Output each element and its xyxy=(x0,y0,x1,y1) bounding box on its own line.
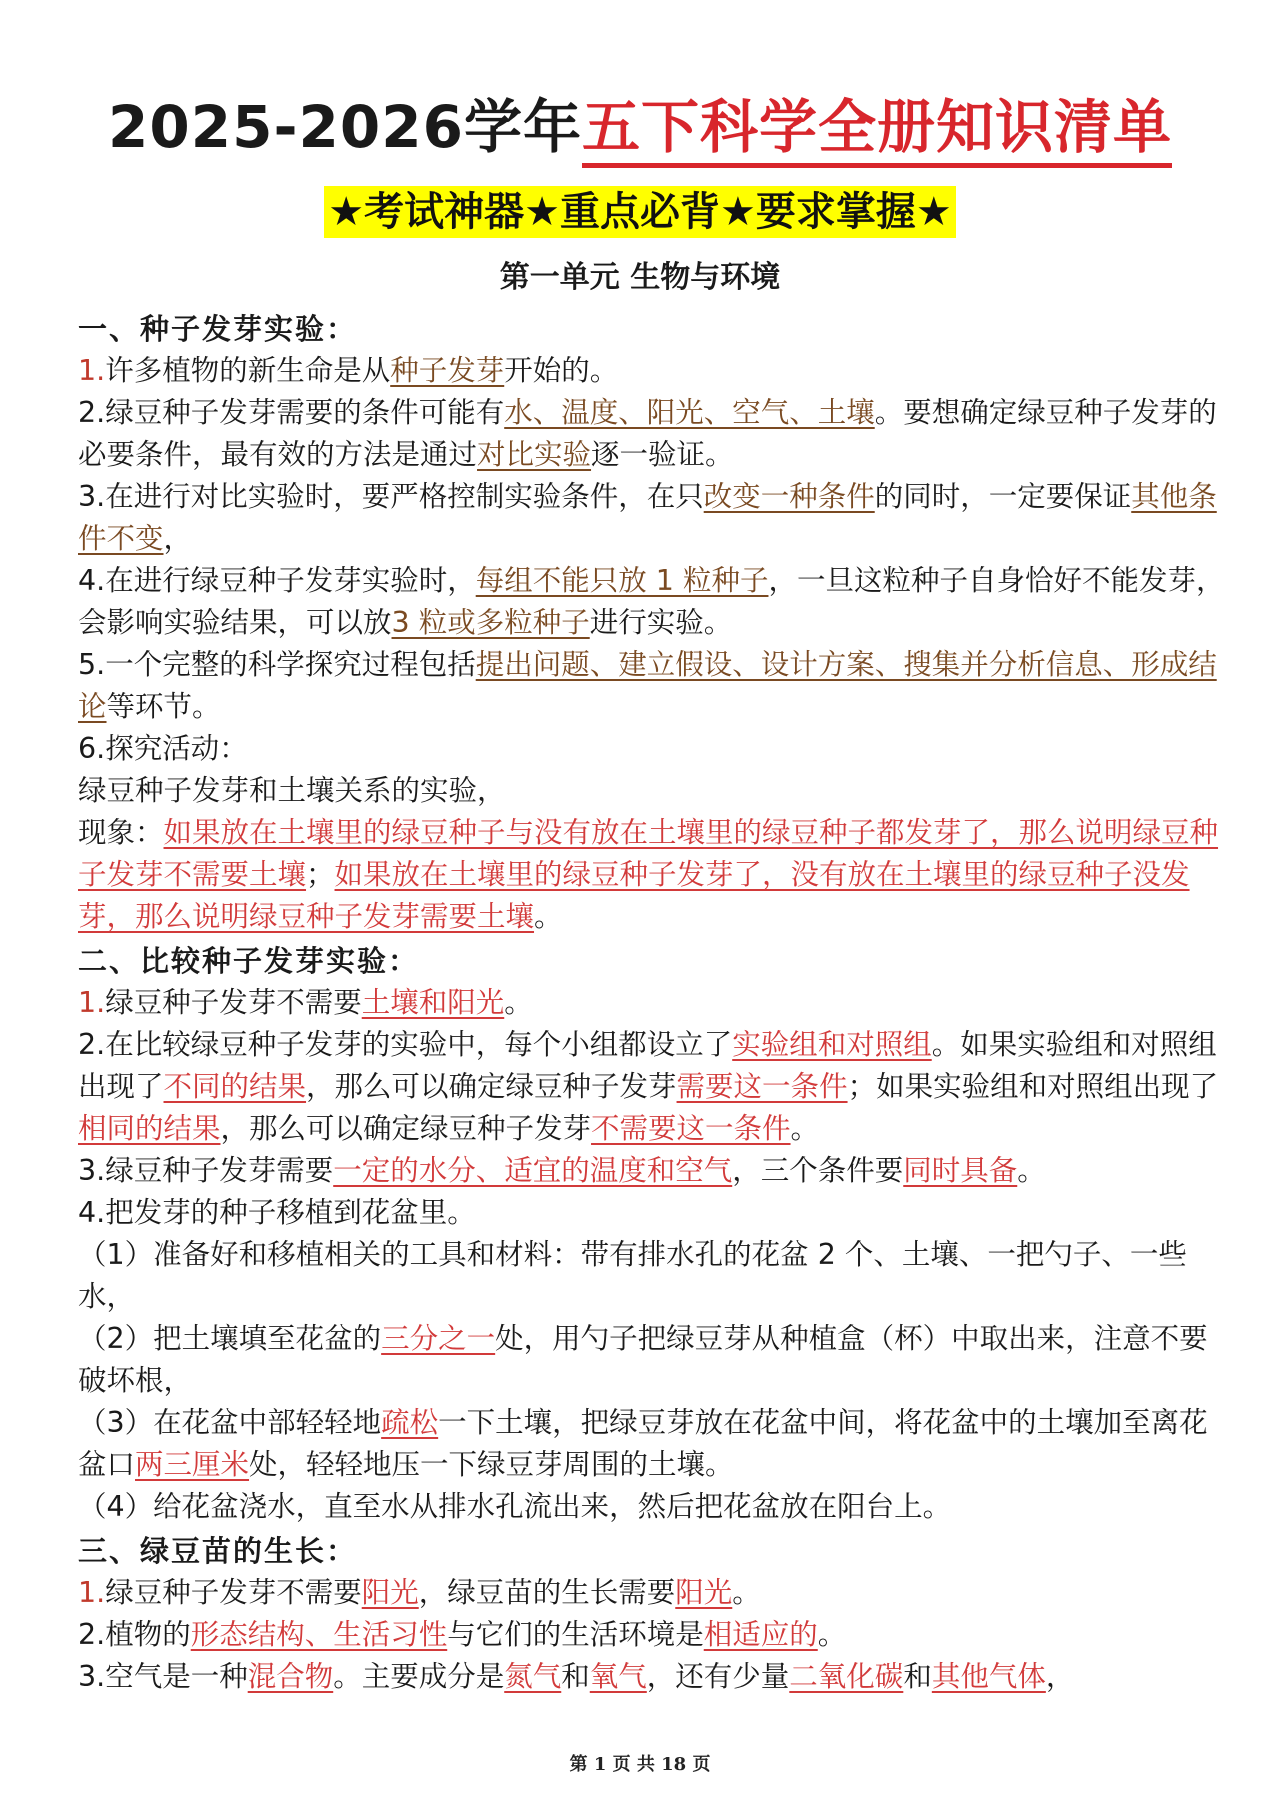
keyword: 如果放在土壤里的绿豆种子与没有放在土壤里的绿豆种子都发芽了，那么说明绿豆种子发芽不需要土壤 xyxy=(78,816,1219,891)
keyword: 相适应的 xyxy=(703,1618,818,1651)
keyword: 对比实验 xyxy=(477,438,592,471)
keyword: 种子发芽 xyxy=(390,354,505,387)
s1-item-7: 绿豆种子发芽和土壤关系的实验， xyxy=(78,774,506,807)
keyword: 如果放在土壤里的绿豆种子发芽了，没有放在土壤里的绿豆种子没发芽，那么说明绿豆种子发芽需要土壤 xyxy=(78,858,1190,933)
section-heading-1: 一、种子发芽实验： xyxy=(78,312,358,346)
subtitle-banner xyxy=(0,186,1280,238)
text: 逐一验证。 xyxy=(591,438,734,471)
item-number: 1. xyxy=(78,1576,106,1609)
text: 等环节。 xyxy=(106,690,221,723)
text: 。如果实验组和对照组出现了 xyxy=(78,1028,1217,1103)
text: 2.植物的 xyxy=(78,1618,191,1651)
keyword: 形态结构、生活习性 xyxy=(190,1618,448,1651)
text: ，绿豆苗的生长需要 xyxy=(418,1576,676,1609)
text: 许多植物的新生命是从 xyxy=(105,354,391,387)
text: ，三个条件要 xyxy=(732,1154,904,1187)
text: 和 xyxy=(561,1660,590,1693)
text: 一下土壤，把绿豆芽放在花盆中间，将花盆中的土壤加至离花盆口 xyxy=(78,1406,1208,1481)
text: 处，轻轻地压一下绿豆芽周围的土壤。 xyxy=(249,1448,734,1481)
text: 3.空气是一种 xyxy=(78,1660,248,1693)
text: ，那么可以确定绿豆种子发芽 xyxy=(220,1112,592,1145)
keyword: 阳光 xyxy=(675,1576,733,1609)
keyword: 混合物 xyxy=(247,1660,334,1693)
text: （3）在花盆中部轻轻地 xyxy=(78,1406,382,1439)
keyword: 每组不能只放 1 粒种子 xyxy=(475,564,769,597)
text: ， xyxy=(163,522,193,555)
text: 的同时，一定要保证 xyxy=(874,480,1132,513)
text: ，还有少量 xyxy=(646,1660,790,1693)
s2-item-4: 4.把发芽的种子移植到花盆里。 xyxy=(78,1196,476,1229)
keyword: 一定的水分、适宜的温度和空气 xyxy=(333,1154,733,1187)
text: 。 xyxy=(732,1576,761,1609)
text: （2）把土壤填至花盆的 xyxy=(78,1322,382,1355)
s1-item-6: 6.探究活动： xyxy=(78,732,248,765)
s1-item-1 xyxy=(78,350,1226,392)
keyword: 提出问题、建立假设、设计方案、搜集并分析信息、形成结论 xyxy=(78,648,1217,723)
text: ， xyxy=(1045,1660,1075,1693)
text: 。要想确定绿豆种子发芽的必要条件，最有效的方法是通过 xyxy=(78,396,1217,471)
text: 5.一个完整的科学探究过程包括 xyxy=(78,648,476,681)
section-heading-2: 二、比较种子发芽实验： xyxy=(78,944,420,978)
s1-item-5 xyxy=(78,644,1226,728)
s1-item-2 xyxy=(78,392,1226,476)
text: 。 xyxy=(534,900,563,933)
text: ，一旦这粒种子自身恰好不能发芽，会影响实验结果，可以放 xyxy=(78,564,1225,639)
keyword: 氧气 xyxy=(589,1660,647,1693)
subtitle: ★考试神器★重点必背★要求掌握★ xyxy=(324,186,955,238)
keyword: 土壤和阳光 xyxy=(361,986,505,1019)
s2-item-5: （1）准备好和移植相关的工具和材料：带有排水孔的花盆 2 个、土壤、一把勺子、一些水， xyxy=(78,1238,1187,1313)
text: ，那么可以确定绿豆种子发芽 xyxy=(306,1070,677,1103)
text: 。 xyxy=(817,1618,847,1651)
s3-item-1 xyxy=(78,1572,1226,1614)
item-number: 1. xyxy=(78,354,106,387)
s2-item-1 xyxy=(78,982,1226,1024)
unit-heading: 第一单元 生物与环境 xyxy=(499,260,781,295)
keyword: 三分之一 xyxy=(381,1322,496,1355)
keyword: 水、温度、阳光、空气、土壤 xyxy=(504,396,875,429)
keyword: 两三厘米 xyxy=(135,1448,250,1481)
keyword: 不需要这一条件 xyxy=(591,1112,791,1145)
s1-item-8 xyxy=(78,812,1226,938)
page-title xyxy=(0,92,1280,162)
keyword: 同时具备 xyxy=(903,1154,1018,1187)
text: 绿豆种子发芽不需要 xyxy=(105,986,362,1019)
keyword: 其他气体 xyxy=(931,1660,1046,1693)
keyword: 3 粒或多粒种子 xyxy=(391,606,590,639)
text: 4.在进行绿豆种子发芽实验时， xyxy=(78,564,476,597)
text: 和 xyxy=(903,1660,932,1693)
section-heading-3: 三、绿豆苗的生长： xyxy=(78,1534,358,1568)
text: 绿豆种子发芽不需要 xyxy=(105,1576,362,1609)
text: 开始的。 xyxy=(504,354,619,387)
s2-item-2 xyxy=(78,1024,1226,1150)
text: 2.绿豆种子发芽需要的条件可能有 xyxy=(78,396,505,429)
keyword: 不同的结果 xyxy=(163,1070,307,1103)
title-prefix: 2025-2026学年 xyxy=(108,93,582,161)
s3-item-3 xyxy=(78,1656,1226,1698)
title-highlight: 五下科学全册知识清单 xyxy=(582,93,1172,168)
keyword: 疏松 xyxy=(381,1406,439,1439)
s2-item-7 xyxy=(78,1402,1226,1486)
content xyxy=(78,306,1226,1698)
keyword: 改变一种条件 xyxy=(703,480,875,513)
keyword: 需要这一条件 xyxy=(676,1070,848,1103)
text: 。 xyxy=(790,1112,820,1145)
text: ；如果实验组和对照组出现了 xyxy=(847,1070,1219,1103)
text: 3.绿豆种子发芽需要 xyxy=(78,1154,334,1187)
keyword: 阳光 xyxy=(361,1576,419,1609)
s1-item-3 xyxy=(78,476,1226,560)
text: 2.在比较绿豆种子发芽的实验中，每个小组都设立了 xyxy=(78,1028,733,1061)
item-number: 1. xyxy=(78,986,106,1019)
keyword: 实验组和对照组 xyxy=(732,1028,932,1061)
keyword: 其他条件不变 xyxy=(78,480,1217,555)
s2-item-8: （4）给花盆浇水，直至水从排水孔流出来，然后把花盆放在阳台上。 xyxy=(78,1490,952,1523)
text: 3.在进行对比实验时，要严格控制实验条件，在只 xyxy=(78,480,704,513)
s2-item-3 xyxy=(78,1150,1226,1192)
text: 。主要成分是 xyxy=(333,1660,505,1693)
text: 。 xyxy=(504,986,533,1019)
text: ； xyxy=(306,858,335,891)
text: 处，用勺子把绿豆芽从种植盒（杯）中取出来，注意不要破坏根， xyxy=(78,1322,1208,1397)
page-footer: 第 1 页 共 18 页 xyxy=(569,1754,711,1775)
s1-item-4 xyxy=(78,560,1226,644)
text: 现象： xyxy=(78,816,164,849)
text: 。 xyxy=(1017,1154,1046,1187)
text: 进行实验。 xyxy=(589,606,733,639)
s2-item-6 xyxy=(78,1318,1226,1402)
text: 与它们的生活环境是 xyxy=(447,1618,704,1651)
s3-item-2 xyxy=(78,1614,1226,1656)
keyword: 二氧化碳 xyxy=(789,1660,904,1693)
keyword: 相同的结果 xyxy=(78,1112,221,1145)
keyword: 氮气 xyxy=(504,1660,562,1693)
